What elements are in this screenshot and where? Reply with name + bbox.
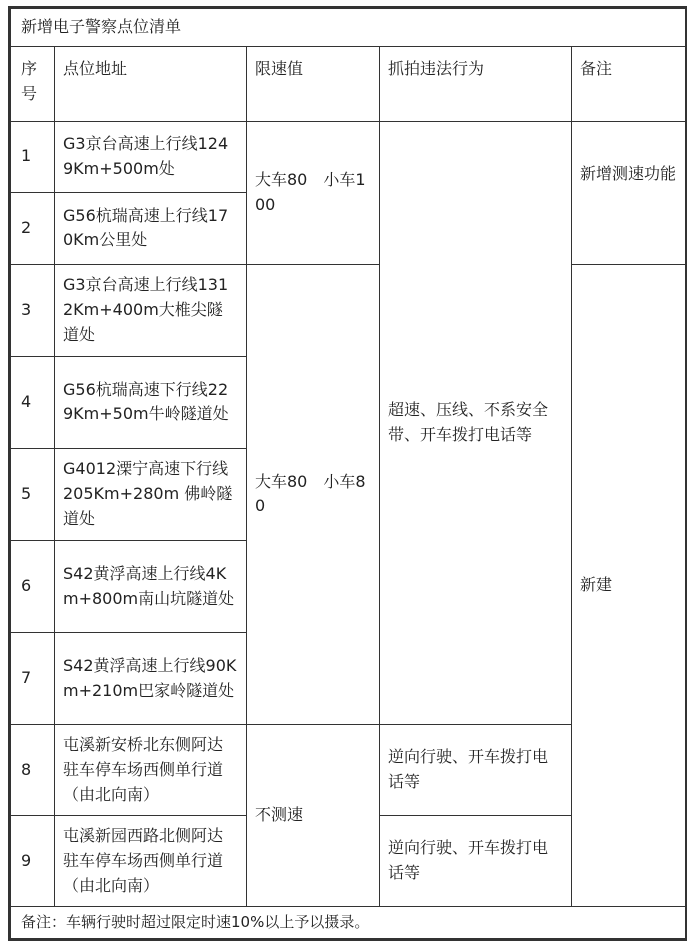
row-address: G3京台高速上行线1249Km+500m处 (55, 121, 247, 193)
row-address: G56杭瑞高速下行线229Km+50m牛岭隧道处 (55, 356, 247, 448)
table-row (11, 121, 686, 193)
checkpoint-list-sheet (8, 6, 687, 941)
remark-cell: 新建 (572, 264, 686, 906)
speed-limit-cell: 不测速 (247, 725, 380, 907)
checkpoint-table (10, 8, 686, 939)
header-remark: 备注 (572, 46, 686, 121)
row-seq: 8 (11, 725, 55, 816)
violation-behavior-cell: 逆向行驶、开车拨打电话等 (380, 816, 572, 907)
row-seq: 1 (11, 121, 55, 193)
header-address: 点位地址 (55, 46, 247, 121)
header-row (11, 46, 686, 121)
row-address: 屯溪新安桥北东侧阿达驻车停车场西侧单行道（由北向南） (55, 725, 247, 816)
table-title: 新增电子警察点位清单 (11, 9, 686, 47)
table-row (11, 264, 686, 356)
header-behavior: 抓拍违法行为 (380, 46, 572, 121)
row-seq: 4 (11, 356, 55, 448)
header-seq: 序号 (11, 46, 55, 121)
row-address: 屯溪新园西路北侧阿达驻车停车场西侧单行道（由北向南） (55, 816, 247, 907)
row-address: S42黄浮高速上行线90Km+210m巴家岭隧道处 (55, 633, 247, 725)
speed-limit-cell: 大车80 小车100 (247, 121, 380, 264)
row-seq: 3 (11, 264, 55, 356)
remark-cell: 新增测速功能 (572, 121, 686, 264)
footer-note: 备注：车辆行驶时超过限定时速10%以上予以摄录。 (11, 907, 686, 939)
row-address: S42黄浮高速上行线4Km+800m南山坑隧道处 (55, 540, 247, 632)
row-address: G3京台高速上行线1312Km+400m大椎尖隧道处 (55, 264, 247, 356)
header-speed: 限速值 (247, 46, 380, 121)
row-seq: 6 (11, 540, 55, 632)
violation-behavior-cell: 逆向行驶、开车拨打电话等 (380, 725, 572, 816)
row-seq: 7 (11, 633, 55, 725)
row-address: G56杭瑞高速上行线170Km公里处 (55, 193, 247, 265)
row-seq: 5 (11, 448, 55, 540)
row-seq: 2 (11, 193, 55, 265)
violation-behavior-cell: 超速、压线、不系安全带、开车拨打电话等 (380, 121, 572, 725)
row-address: G4012溧宁高速下行线 205Km+280m 佛岭隧道处 (55, 448, 247, 540)
speed-limit-cell: 大车80 小车80 (247, 264, 380, 724)
row-seq: 9 (11, 816, 55, 907)
